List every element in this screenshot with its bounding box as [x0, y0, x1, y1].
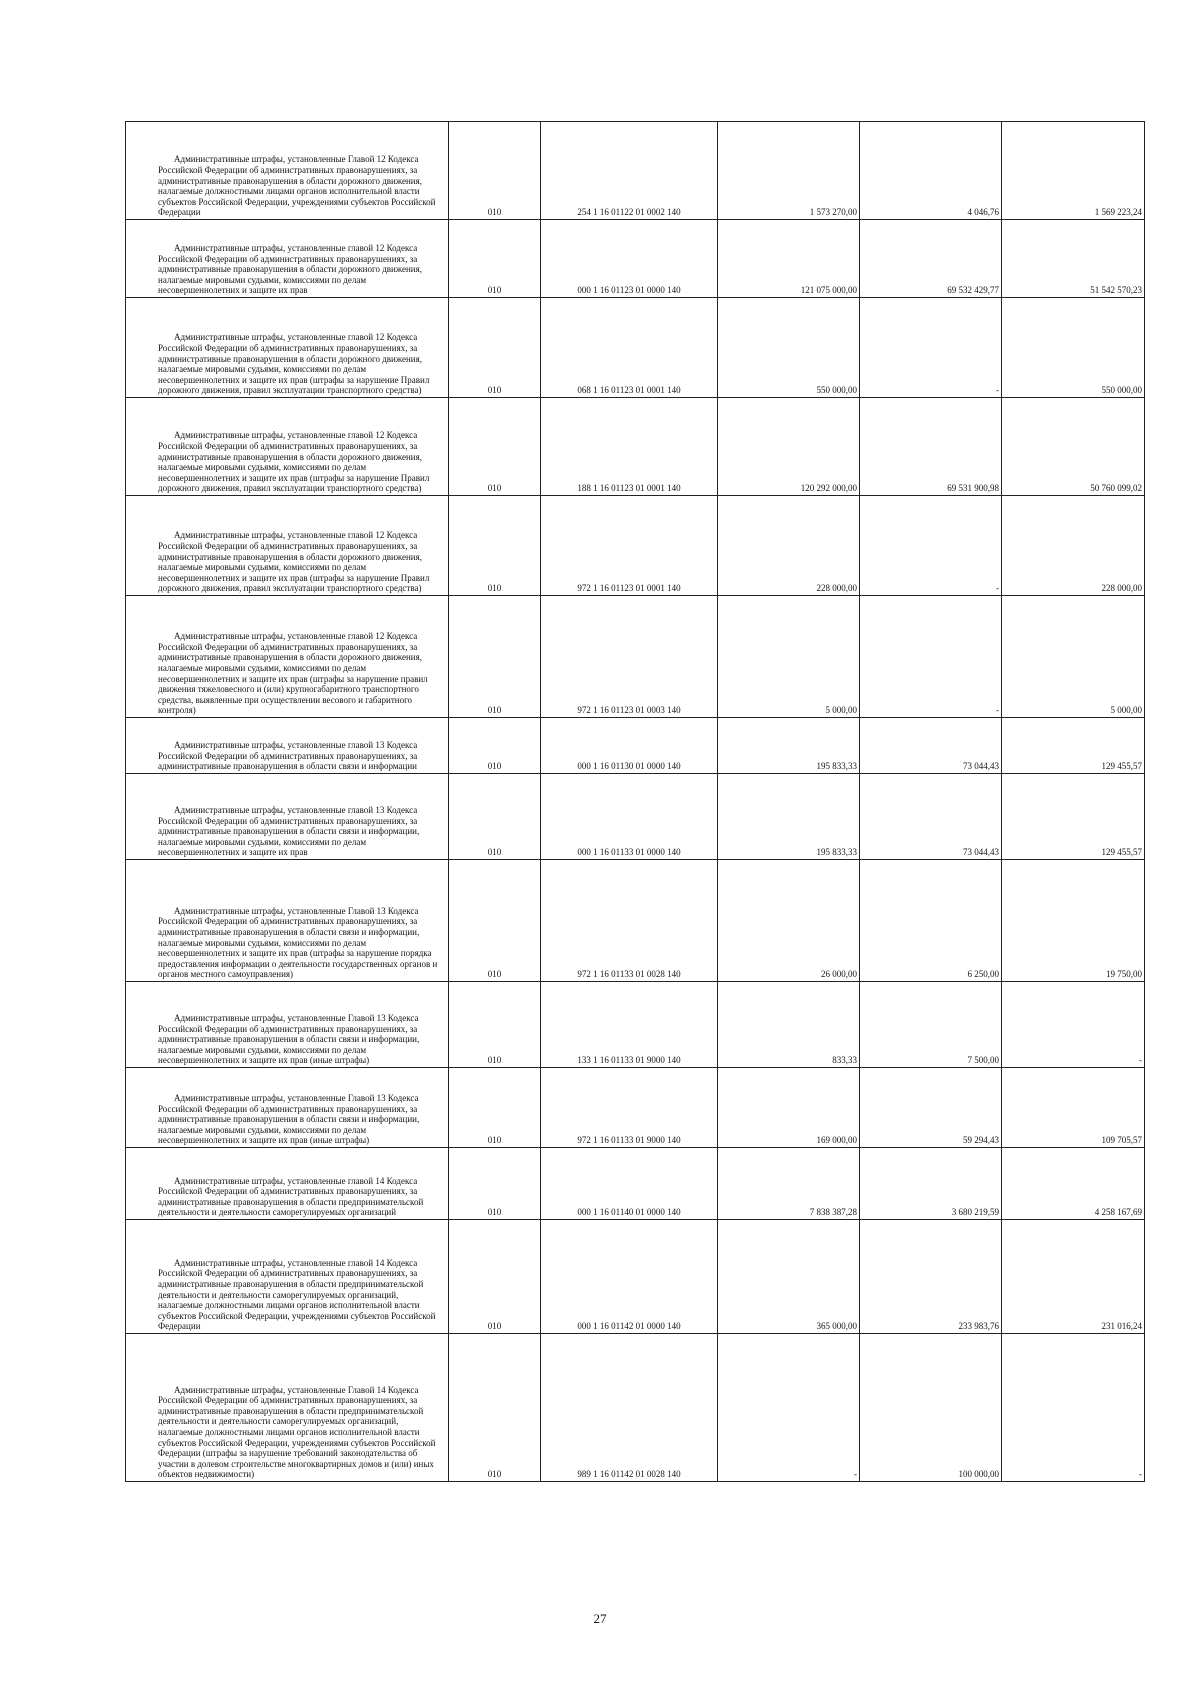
table-row: [126, 860, 1145, 982]
row-approved-amount: 26 000,00: [718, 860, 860, 982]
row-remaining-amount: 51 542 570,23: [1002, 220, 1145, 298]
row-line-code: 010: [449, 1220, 541, 1334]
row-approved-amount: 5 000,00: [718, 596, 860, 718]
row-description: Административные штрафы, установленные Главой 13 Кодекса Российской Федерации об административных правонарушениях, за административные правонарушения в области связи и информации, налагаемые мировыми судьями, комиссиями по делам несовершеннолетних и защите их прав (иные штрафы): [126, 982, 449, 1068]
row-remaining-amount: 129 455,57: [1002, 718, 1145, 774]
row-executed-amount: -: [860, 596, 1002, 718]
row-description: Административные штрафы, установленные главой 12 Кодекса Российской Федерации об административных правонарушениях, за административные правонарушения в области дорожного движения, налагаемые мировыми судьями, комиссиями по делам несовершеннолетних и защите их прав (штрафы за нарушение Правил дорожного движения, правил эксплуатации транспортного средства): [126, 298, 449, 398]
row-description: Административные штрафы, установленные главой 12 Кодекса Российской Федерации об административных правонарушениях, за административные правонарушения в области дорожного движения, налагаемые мировыми судьями, комиссиями по делам несовершеннолетних и защите их прав (штрафы за нарушение Правил дорожного движения, правил эксплуатации транспортного средства): [126, 496, 449, 596]
row-description: Административные штрафы, установленные Главой 14 Кодекса Российской Федерации об административных правонарушениях, за административные правонарушения в области предпринимательской деятельности и деятельности саморегулируемых организаций, налагаемые должностными лицами органов исполнительной власти субъектов Российской Федерации, учреждениями субъектов Российской Федерации (штрафы за нарушение требований законодательства об участии в долевом строительстве многоквартирных домов и (или) иных объектов недвижимости): [126, 1334, 449, 1482]
row-line-code: 010: [449, 718, 541, 774]
row-executed-amount: 6 250,00: [860, 860, 1002, 982]
table-row: [126, 398, 1145, 496]
row-budget-code: 068 1 16 01123 01 0001 140: [541, 298, 718, 398]
row-budget-code: 000 1 16 01130 01 0000 140: [541, 718, 718, 774]
row-line-code: 010: [449, 298, 541, 398]
row-line-code: 010: [449, 1068, 541, 1148]
row-budget-code: 972 1 16 01123 01 0003 140: [541, 596, 718, 718]
table-row: [126, 1068, 1145, 1148]
page-number: 27: [593, 1611, 607, 1626]
row-remaining-amount: 109 705,57: [1002, 1068, 1145, 1148]
row-description: Административные штрафы, установленные главой 13 Кодекса Российской Федерации об административных правонарушениях, за административные правонарушения в области связи и информации: [126, 718, 449, 774]
row-executed-amount: 69 532 429,77: [860, 220, 1002, 298]
row-description: Административные штрафы, установленные главой 13 Кодекса Российской Федерации об административных правонарушениях, за административные правонарушения в области связи и информации, налагаемые мировыми судьями, комиссиями по делам несовершеннолетних и защите их прав: [126, 774, 449, 860]
row-description: Административные штрафы, установленные главой 14 Кодекса Российской Федерации об административных правонарушениях, за административные правонарушения в области предпринимательской деятельности и деятельности саморегулируемых организаций: [126, 1148, 449, 1220]
row-budget-code: 000 1 16 01142 01 0000 140: [541, 1220, 718, 1334]
table-row: [126, 982, 1145, 1068]
row-line-code: 010: [449, 398, 541, 496]
table-row: [126, 596, 1145, 718]
row-remaining-amount: 4 258 167,69: [1002, 1148, 1145, 1220]
row-executed-amount: 59 294,43: [860, 1068, 1002, 1148]
row-remaining-amount: -: [1002, 1334, 1145, 1482]
row-budget-code: 972 1 16 01133 01 9000 140: [541, 1068, 718, 1148]
row-budget-code: 972 1 16 01123 01 0001 140: [541, 496, 718, 596]
row-line-code: 010: [449, 220, 541, 298]
row-remaining-amount: 228 000,00: [1002, 496, 1145, 596]
table-row: [126, 220, 1145, 298]
row-description: Административные штрафы, установленные Главой 13 Кодекса Российской Федерации об административных правонарушениях, за административные правонарушения в области связи и информации, налагаемые мировыми судьями, комиссиями по делам несовершеннолетних и защите их прав (штрафы за нарушение порядка предоставления информации о деятельности государственных органов и органов местного самоуправления): [126, 860, 449, 982]
row-remaining-amount: 550 000,00: [1002, 298, 1145, 398]
row-description: Административные штрафы, установленные Главой 13 Кодекса Российской Федерации об административных правонарушениях, за административные правонарушения в области связи и информации, налагаемые мировыми судьями, комиссиями по делам несовершеннолетних и защите их прав (иные штрафы): [126, 1068, 449, 1148]
row-remaining-amount: 5 000,00: [1002, 596, 1145, 718]
row-description: Административные штрафы, установленные Главой 12 Кодекса Российской Федерации об административных правонарушениях, за административные правонарушения в области дорожного движения, налагаемые должностными лицами органов исполнительной власти субъектов Российской Федерации, учреждениями субъектов Российской Федерации: [126, 122, 449, 220]
row-approved-amount: 833,33: [718, 982, 860, 1068]
table-row: [126, 1220, 1145, 1334]
table-row: [126, 774, 1145, 860]
row-line-code: 010: [449, 1148, 541, 1220]
row-line-code: 010: [449, 596, 541, 718]
row-description: Административные штрафы, установленные главой 12 Кодекса Российской Федерации об административных правонарушениях, за административные правонарушения в области дорожного движения, налагаемые мировыми судьями, комиссиями по делам несовершеннолетних и защите их прав (штрафы за нарушение правил движения тяжеловесного и (или) крупногабаритного транспортного средства, выявленные при осуществлении весового и габаритного контроля): [126, 596, 449, 718]
row-remaining-amount: 129 455,57: [1002, 774, 1145, 860]
row-approved-amount: 1 573 270,00: [718, 122, 860, 220]
row-approved-amount: 195 833,33: [718, 718, 860, 774]
row-budget-code: 254 1 16 01122 01 0002 140: [541, 122, 718, 220]
row-executed-amount: 3 680 219,59: [860, 1148, 1002, 1220]
row-approved-amount: 195 833,33: [718, 774, 860, 860]
row-description: Административные штрафы, установленные главой 12 Кодекса Российской Федерации об административных правонарушениях, за административные правонарушения в области дорожного движения, налагаемые мировыми судьями, комиссиями по делам несовершеннолетних и защите их прав: [126, 220, 449, 298]
row-approved-amount: 7 838 387,28: [718, 1148, 860, 1220]
table-row: [126, 1148, 1145, 1220]
row-line-code: 010: [449, 774, 541, 860]
row-budget-code: 972 1 16 01133 01 0028 140: [541, 860, 718, 982]
row-executed-amount: 69 531 900,98: [860, 398, 1002, 496]
row-description: Административные штрафы, установленные главой 14 Кодекса Российской Федерации об административных правонарушениях, за административные правонарушения в области предпринимательской деятельности и деятельности саморегулируемых организаций, налагаемые должностными лицами органов исполнительной власти субъектов Российской Федерации, учреждениями субъектов Российской Федерации: [126, 1220, 449, 1334]
row-budget-code: 000 1 16 01133 01 0000 140: [541, 774, 718, 860]
row-remaining-amount: 1 569 223,24: [1002, 122, 1145, 220]
row-remaining-amount: 50 760 099,02: [1002, 398, 1145, 496]
row-approved-amount: -: [718, 1334, 860, 1482]
table-row: [126, 718, 1145, 774]
row-executed-amount: 7 500,00: [860, 982, 1002, 1068]
row-line-code: 010: [449, 1334, 541, 1482]
table-row: [126, 122, 1145, 220]
row-line-code: 010: [449, 982, 541, 1068]
revenue-table: [125, 121, 1145, 1482]
row-line-code: 010: [449, 860, 541, 982]
row-line-code: 010: [449, 122, 541, 220]
row-budget-code: 188 1 16 01123 01 0001 140: [541, 398, 718, 496]
row-executed-amount: 100 000,00: [860, 1334, 1002, 1482]
row-remaining-amount: -: [1002, 982, 1145, 1068]
row-executed-amount: 73 044,43: [860, 774, 1002, 860]
table-body: [126, 122, 1145, 1482]
row-remaining-amount: 19 750,00: [1002, 860, 1145, 982]
row-description: Административные штрафы, установленные главой 12 Кодекса Российской Федерации об административных правонарушениях, за административные правонарушения в области дорожного движения, налагаемые мировыми судьями, комиссиями по делам несовершеннолетних и защите их прав (штрафы за нарушение Правил дорожного движения, правил эксплуатации транспортного средства): [126, 398, 449, 496]
row-executed-amount: -: [860, 298, 1002, 398]
row-approved-amount: 550 000,00: [718, 298, 860, 398]
row-approved-amount: 228 000,00: [718, 496, 860, 596]
row-approved-amount: 121 075 000,00: [718, 220, 860, 298]
row-executed-amount: -: [860, 496, 1002, 596]
table-row: [126, 496, 1145, 596]
row-budget-code: 133 1 16 01133 01 9000 140: [541, 982, 718, 1068]
table-row: [126, 1334, 1145, 1482]
row-executed-amount: 4 046,76: [860, 122, 1002, 220]
row-budget-code: 000 1 16 01123 01 0000 140: [541, 220, 718, 298]
row-executed-amount: 233 983,76: [860, 1220, 1002, 1334]
row-remaining-amount: 231 016,24: [1002, 1220, 1145, 1334]
row-approved-amount: 120 292 000,00: [718, 398, 860, 496]
row-budget-code: 989 1 16 01142 01 0028 140: [541, 1334, 718, 1482]
row-approved-amount: 365 000,00: [718, 1220, 860, 1334]
table-row: [126, 298, 1145, 398]
row-executed-amount: 73 044,43: [860, 718, 1002, 774]
row-line-code: 010: [449, 496, 541, 596]
row-approved-amount: 169 000,00: [718, 1068, 860, 1148]
row-budget-code: 000 1 16 01140 01 0000 140: [541, 1148, 718, 1220]
